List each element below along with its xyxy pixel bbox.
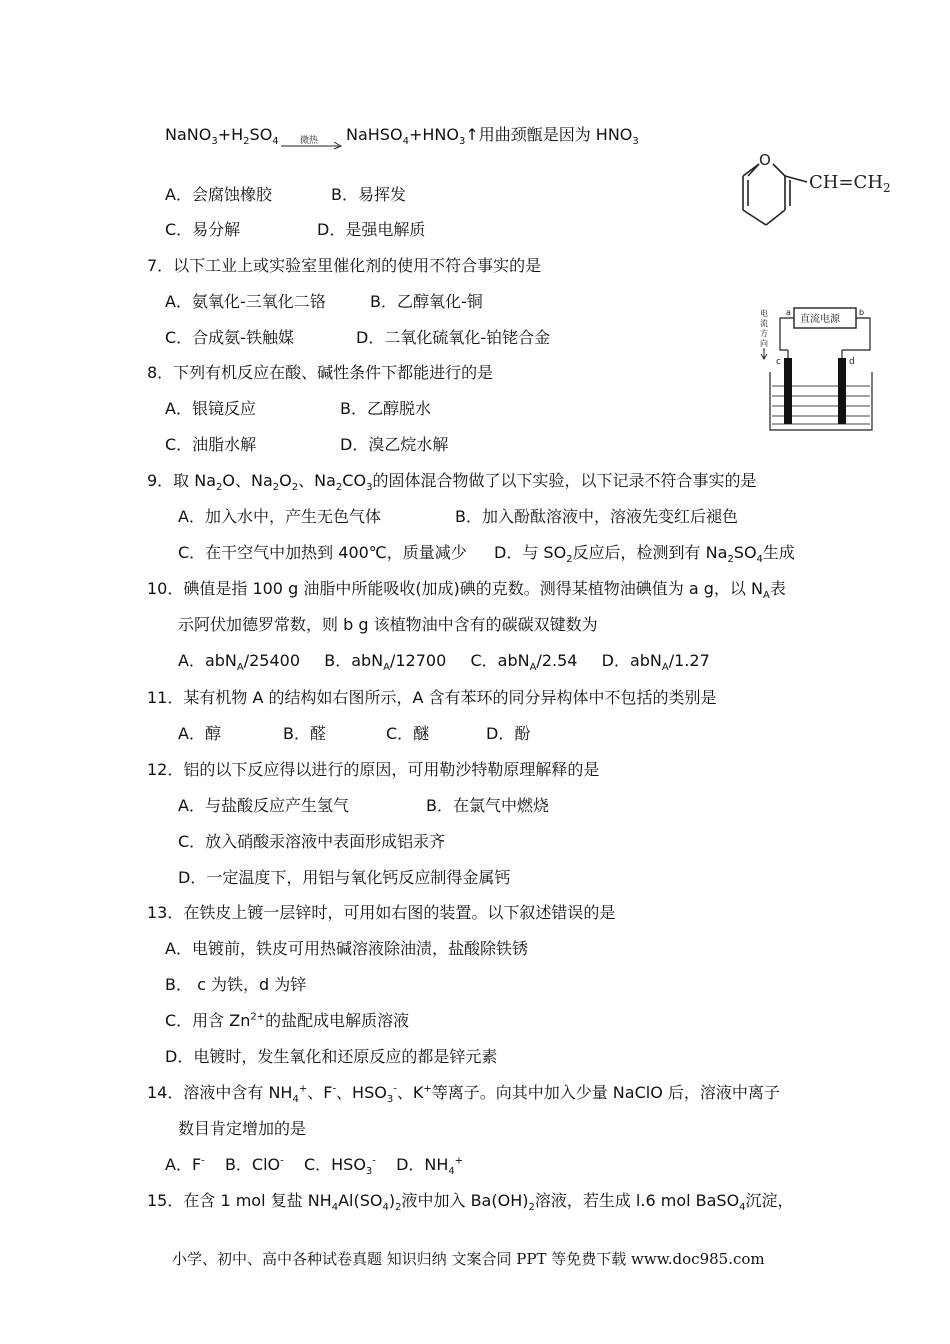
q7-option-d: D．二氧化硫氧化-铂铑合金: [356, 328, 551, 347]
q10-stem-line1: 10．碘值是指 100 g 油脂中所能吸收(加成)碘的克数。测得某植物油碘值为 a g，以 $N_A$表: [147, 579, 786, 602]
q9-option-d: D．与 $SO_2$反应后，检测到有 $Na_2SO_4$生成: [494, 543, 795, 566]
q11-option-a: A．醇: [178, 724, 221, 743]
q7-option-a: A．氨氧化-三氧化二铬: [165, 292, 326, 311]
q8-option-c: C．油脂水解: [165, 435, 257, 454]
q12-option-b: B．在氯气中燃烧: [426, 796, 549, 815]
q13-option-a: A．电镀前，铁皮可用热碱溶液除油渍，盐酸除铁锈: [165, 939, 528, 958]
ring-oxygen-label: O: [759, 151, 771, 169]
q6-option-c: C．易分解: [165, 220, 241, 239]
q11-option-c: C．醚: [386, 724, 430, 743]
q10-options: A．abN$_A$/25400 B．abN$_A$/12700 C．abN$_A$/2.54 D．abN$_A$/1.27: [178, 651, 710, 674]
q11-option-d: D．酚: [486, 724, 531, 743]
reaction-arrow-icon: [281, 134, 343, 150]
current-label-2: 流: [760, 319, 768, 328]
q13-option-c: C．用含 $Zn^{2+}$的盐配成电解质溶液: [165, 1011, 410, 1030]
q12-stem: 12．铝的以下反应得以进行的原因，可用勒沙特勒原理解释的是: [147, 760, 600, 779]
electrode-c: [784, 358, 792, 424]
electrode-d: [838, 358, 846, 424]
q11-stem: 11．某有机物 A 的结构如右图所示，A 含有苯环的同分异构体中不包括的类别是: [147, 688, 717, 707]
q6-option-d: D．是强电解质: [317, 220, 426, 239]
q8-stem: 8．下列有机反应在酸、碱性条件下都能进行的是: [147, 363, 494, 382]
q9-option-c: C．在干空气中加热到 400℃，质量减少: [178, 543, 467, 562]
q12-option-d: D．一定温度下，用铝与氧化钙反应制得金属钙: [178, 868, 511, 887]
reaction-equation: $NaNO_3+H_2SO_4$: [165, 125, 279, 148]
q8-option-a: A．银镜反应: [165, 399, 256, 418]
q13-option-b: B． c 为铁，d 为锌: [165, 975, 307, 994]
page-footer: 小学、初中、高中各种试卷真题 知识归纳 文案合同 PPT 等免费下载 www.doc985.com: [172, 1250, 765, 1268]
q14-stem-line2: 数目肯定增加的是: [178, 1119, 307, 1138]
power-supply-label: 直流电源: [800, 314, 840, 325]
terminal-b-label: b: [859, 308, 865, 317]
q15-stem: 15．在含 1 mol 复盐 $NH_4Al(SO_4)_2$液中加入 $Ba(OH)_2$溶液，若生成 l.6 mol BaSO$_4$沉淀，: [147, 1191, 794, 1214]
q11-option-b: B．醛: [283, 724, 326, 743]
q12-option-c: C．放入硝酸汞溶液中表面形成铝汞齐: [178, 832, 446, 851]
q6-option-a: A．会腐蚀橡胶: [165, 185, 272, 204]
current-label-3: 方: [760, 329, 768, 338]
q10-stem-line2: 示阿伏加德罗常数，则 b g 该植物油中含有的碳碳双键数为: [178, 615, 598, 634]
terminal-a-label: a: [786, 308, 791, 317]
q7-option-c: C．合成氨-铁触媒: [165, 328, 294, 347]
current-label-1: 电: [760, 309, 768, 318]
q9-option-a: A．加入水中，产生无色气体: [178, 507, 381, 526]
q9-option-b: B．加入酚酞溶液中，溶液先变红后褪色: [455, 507, 738, 526]
electroplating-cell-figure: [758, 302, 878, 434]
q9-stem: 9．取 $Na_2O$、$Na_2O_2$、$Na_2CO_3$的固体混合物做了以下实验，以下记录不符合事实的是: [147, 471, 757, 494]
q7-stem: 7．以下工业上或实验室里催化剂的使用不符合事实的是: [147, 256, 542, 275]
q14-options: A．F- B．ClO- C．$HSO_3^-$ D．$NH_4^+$: [165, 1155, 464, 1178]
q14-stem-line1: 14．溶液中含有 $NH_4^+$、F-、$HSO_3^-$、K+等离子。向其中加入少量 NaClO 后，溶液中离子: [147, 1083, 780, 1106]
vinyl-group-label: $CH=CH_2$: [809, 172, 891, 195]
q8-option-b: B．乙醇脱水: [340, 399, 431, 418]
current-label-4: 向: [760, 339, 768, 348]
q8-option-d: D．溴乙烷水解: [340, 435, 449, 454]
molecule-structure-figure: [735, 148, 895, 238]
q13-option-d: D．电镀时，发生氧化和还原反应的都是锌元素: [165, 1047, 498, 1066]
q7-option-b: B．乙醇氧化-铜: [370, 292, 483, 311]
electrode-c-label: c: [776, 357, 781, 367]
reaction-products: $NaHSO_4+HNO_3↑$用曲颈甑是因为 $HNO_3$: [346, 125, 639, 148]
electrode-d-label: d: [849, 357, 855, 367]
q6-option-b: B．易挥发: [331, 185, 406, 204]
q13-stem: 13．在铁皮上镀一层锌时，可用如右图的装置。以下叙述错误的是: [147, 903, 616, 922]
q12-option-a: A．与盐酸反应产生氢气: [178, 796, 349, 815]
arrow-condition-label: 微热: [300, 136, 319, 146]
